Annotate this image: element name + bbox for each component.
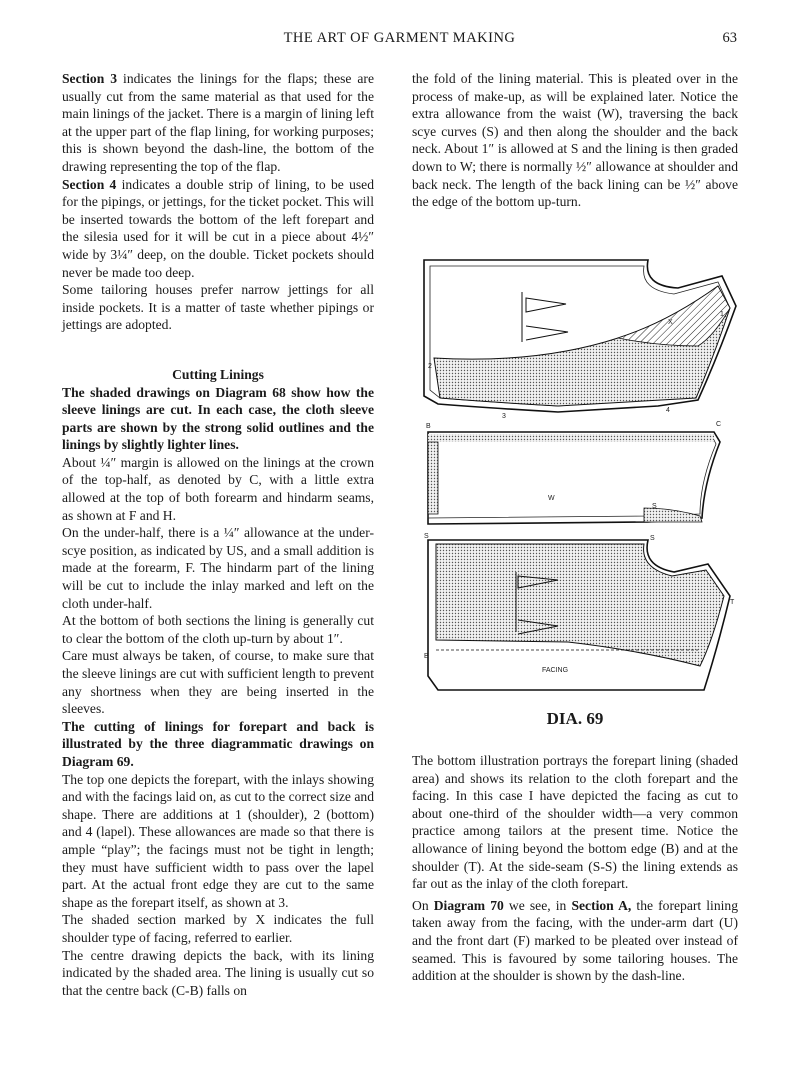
paragraph-centre-drawing: The centre drawing depicts the back, with its lining indicated by the shaded area. The lining is usually cut so that the centre back (C-B) falls on bbox=[62, 947, 374, 998]
paragraph-diagram-69: The cutting of linings for forepart and back is illustrated by the three diagrammatic drawings on Diagram 69. bbox=[62, 718, 374, 769]
paragraph-text: indicates a double strip of lining, to be used for the pipings, or jettings, for the ticket pocket. This will be inserted towards the bottom of the left forepart and the silesia used for it will be cut in a piece about 4½″ wide by 3¼″ deep, on the double. Ticket pockets should never be made too deep. bbox=[62, 176, 375, 280]
diagram-caption: DIA. 69 bbox=[546, 709, 604, 728]
label-t: T bbox=[730, 599, 735, 606]
label-1: 1 bbox=[720, 311, 724, 318]
text-run: the forepart lining taken away from the facing, with the under-arm dart (U) and the front dart (F) marked to be pleated over instead of seamed. This is favoured by some tailoring houses. The addition at the shoulder is shown by the dash-line. bbox=[412, 897, 739, 984]
label-4: 4 bbox=[666, 407, 670, 414]
paragraph-care: Care must always be taken, of course, to make sure that the sleeve linings are cut with sufficient length to prevent any shortness when they are being inserted in the sleeves. bbox=[62, 648, 374, 717]
label-s: S bbox=[652, 503, 657, 510]
back-drawing bbox=[426, 421, 721, 524]
label-2: 2 bbox=[428, 363, 432, 370]
paragraph-bottom: At the bottom of both sections the lining is generally cut to clear the bottom of the cloth up-turn by about 1″. bbox=[62, 613, 374, 646]
paragraph-section-4 bbox=[62, 176, 374, 282]
right-column-top bbox=[412, 70, 738, 211]
paragraph-top-drawing: The top one depicts the forepart, with the inlays showing and with the facings laid on, as cut to the correct size and shape. There are additions at 1 (shoulder), 2 (bottom) and 4 (lapel). These allowances are made so that there is ample “play”; the facings must not be tight in length; they must have sufficient width to pass over the lapel part. At the actual front edge they are cut to the same shape as the forepart itself, as shown at 3. bbox=[62, 771, 374, 910]
label-x: X bbox=[668, 319, 673, 326]
label-w: W bbox=[548, 495, 555, 502]
paragraph-fold: the fold of the lining material. This is pleated over in the process of make-up, as will be explained later. Notice the extra allowance from the waist (W), traversing the back scye curves (S) and then along the shoulder and the back neck. About 1″ is allowed at S and the lining is then graded down to W; there is normally ½″ allowance at shoulder and back neck. The length of the back lining can be ½″ above the edge of the bottom up-turn. bbox=[412, 71, 738, 210]
dia-69-illustration bbox=[418, 246, 748, 692]
paragraph-bottom-illustration: The bottom illustration portrays the forepart lining (shaded area) and shows its relation to the cloth forepart and the facing. In this case I have depicted the facing as cut to about one-third of the shoulder width—a very common practice among tailors at the present time. Notice the allowance of lining beyond the bottom edge (B) and at the shoulder (T). At the side-seam (S-S) the lining extends as far out as the inlay of the cloth forepart. bbox=[412, 753, 738, 892]
bold-lead: Section 4 bbox=[62, 176, 117, 192]
section-heading: Cutting Linings bbox=[172, 366, 264, 382]
label-facing: FACING bbox=[542, 667, 569, 674]
paragraph-text: indicates the linings for the flaps; these are usually cut from the same material as that used for the main linings of the jacket. There is a margin of lining left at the upper part of the flap lining, for working purposes; this is shown beyond the dash-line, the bottom of the drawing representing the top of the flap. bbox=[62, 71, 374, 174]
bold-lead: Section 3 bbox=[62, 71, 118, 86]
paragraph-under-half: On the under-half, there is a ¼″ allowance at the under-scye position, as indicated by US, and a small addition is made at the forearm, F. The hindarm part of the lining will be cut to include the inlay marked and left on the cloth under-half. bbox=[62, 525, 374, 611]
page-number: 63 bbox=[722, 30, 737, 46]
left-column bbox=[62, 70, 374, 999]
paragraph-shaded-x: The shaded section marked by X indicates the full shoulder type of facing, referred to earlier. bbox=[62, 912, 374, 945]
label-s-right: S bbox=[650, 535, 655, 542]
paragraph-margin: About ¼″ margin is allowed on the linings at the crown of the top-half, as denoted by C, with a little extra allowed at the top of both forearm and hindarm seams, as shown at F and H. bbox=[62, 454, 374, 523]
label-c: C bbox=[716, 421, 722, 428]
forepart-lining-drawing bbox=[424, 533, 735, 690]
label-s-left: S bbox=[424, 533, 429, 540]
right-column-bottom bbox=[412, 752, 738, 985]
forepart-drawing bbox=[424, 260, 736, 420]
paragraph-diagram-68: The shaded drawings on Diagram 68 show how the sleeve linings are cut. In each case, the cloth sleeve parts are shown by the strong solid outlines and the linings by slightly lighter lines. bbox=[62, 384, 374, 453]
label-3: 3 bbox=[502, 413, 506, 420]
paragraph-section-3 bbox=[62, 70, 374, 176]
label-b: B bbox=[426, 423, 431, 430]
running-header: THE ART OF GARMENT MAKING bbox=[283, 30, 516, 46]
paragraph-jettings: Some tailoring houses prefer narrow jettings for all inside pockets. It is a matter of taste whether pipings or jettings are adopted. bbox=[62, 282, 374, 333]
spacer bbox=[62, 334, 374, 366]
bold-run: Diagram 70 bbox=[433, 897, 504, 913]
bold-run: Section A, bbox=[571, 897, 632, 913]
label-b-bottom: B bbox=[424, 653, 429, 660]
text-run: we see, in bbox=[503, 897, 572, 913]
paragraph-diagram-70 bbox=[412, 897, 738, 985]
text-run: On bbox=[412, 897, 434, 913]
